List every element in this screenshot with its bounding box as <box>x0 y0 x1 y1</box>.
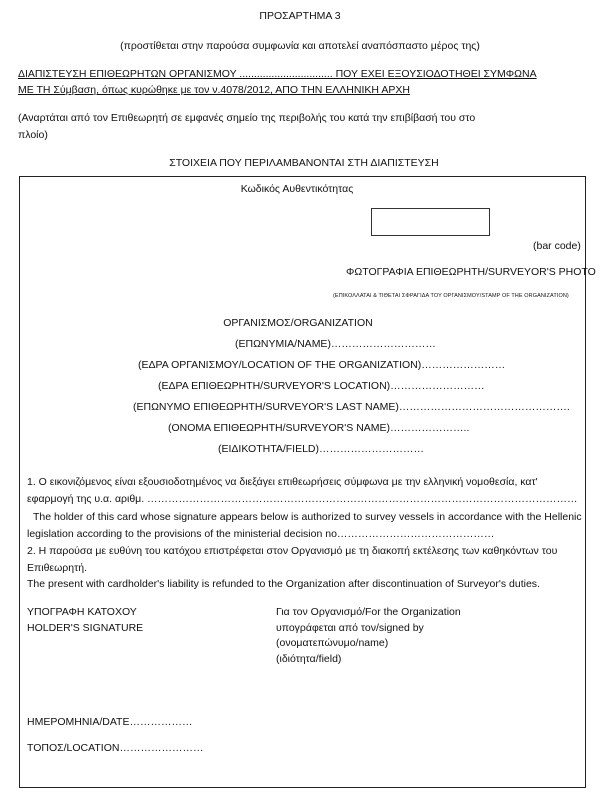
accreditation-heading-line2: ΜΕ ΤΗ Σύμβαση, όπως κυρώθηκε με τον ν.4078/2012, ΑΠΟ ΤΗΝ ΕΛΛΗΝΙΚΗ ΑΡΧΗ <box>18 84 410 96</box>
field-surveyor-name: (ΟΝΟΜΑ ΕΠΙΘΕΩΡΗΤΗ/SURVEYOR'S NAME)………………….. <box>168 422 470 434</box>
statement2-greek-line1: 2. Η παρούσα με ευθύνη του κατόχου επιστρέφεται στον Οργανισμό με τη διακοπή εκτέλεσης των καθηκόντων του <box>27 545 558 557</box>
section-title: ΣΤΟΙΧΕΙΑ ΠΟΥ ΠΕΡΙΛΑΜΒΑΝΟΝΤΑΙ ΣΤΗ ΔΙΑΠΙΣΤΕΥΣΗ <box>169 157 439 169</box>
authenticity-code-label: Κωδικός Αυθεντικότητας <box>240 183 354 195</box>
posting-note-line1: (Αναρτάται από τον Επιθεωρητή σε εμφανές σημείο της περιβολής του κατά την επιβίβασή του στο <box>18 112 476 124</box>
org-signature-line2: υπογράφεται από τον/signed by <box>276 622 424 634</box>
appendix-subtitle: (προστίθεται στην παρούσα συμφωνία και αποτελεί αναπόσπαστο μέρος της) <box>120 40 480 52</box>
organization-heading: ΟΡΓΑΝΙΣΜΟΣ/ORGANIZATION <box>223 317 373 329</box>
barcode-label: (bar code) <box>533 240 581 252</box>
accreditation-heading-line1: ΔΙΑΠΙΣΤΕΥΣΗ ΕΠΙΘΕΩΡΗΤΩΝ ΟΡΓΑΝΙΣΜΟΥ ................................ ΠΟΥ ΕΧΕΙ ΕΞΟΥΣΙΟΔΟΤΗΘΕΙ ΣΥΜΦΩΝΑ <box>18 68 537 80</box>
holder-signature-greek: ΥΠΟΓΡΑΦΗ ΚΑΤΟΧΟΥ <box>27 606 137 618</box>
org-signature-line1: Για τον Οργανισμό/For the Organization <box>276 606 461 618</box>
location-field: ΤΟΠΟΣ/LOCATION…………………… <box>27 742 204 754</box>
surveyor-photo-label: ΦΩΤΟΓΡΑΦΙΑ ΕΠΙΘΕΩΡΗΤΗ/SURVEYOR'S PHOTO <box>346 266 596 278</box>
holder-signature-english: HOLDER'S SIGNATURE <box>27 622 144 634</box>
field-name: (ΕΠΩΝΥΜΙΑ/NAME)………………………… <box>235 338 436 350</box>
statement2-greek-line2: Επιθεωρητή. <box>27 562 88 574</box>
statement1-greek-line2: εφαρμογή της υ.α. αριθμ. …………………………………………………………………………………………………………… <box>27 493 578 505</box>
statement1-greek-line1: 1. Ο εικονιζόμενος είναι εξουσιοδοτημένος να διεξάγει επιθεωρήσεις σύμφωνα με την ελληνική νομοθεσία, κατ' <box>27 476 538 488</box>
appendix-title: ΠΡΟΣΑΡΤΗΜΑ 3 <box>259 10 341 22</box>
statement2-english: The present with cardholder's liability is refunded to the Organization after discontinuation of Surveyor's duties. <box>27 578 540 590</box>
posting-note-line2: πλοίο) <box>18 129 48 141</box>
date-field: ΗΜΕΡΟΜΗΝΙΑ/DATE……………… <box>27 716 193 728</box>
field-surveyor-location: (ΕΔΡΑ ΕΠΙΘΕΩΡΗΤΗ/SURVEYOR'S LOCATION)……………………… <box>158 380 485 392</box>
statement1-english-line2: legislation according to the provisions of the ministerial decision no……………………………………… <box>27 528 495 540</box>
field-organization-location: (ΕΔΡΑ ΟΡΓΑΝΙΣΜΟΥ/LOCATION OF THE ORGANIZATION)…………………… <box>138 359 506 371</box>
field-specialty: (ΕΙΔΙΚΟΤΗΤΑ/FIELD)………………………… <box>218 443 425 455</box>
photo-stamp-note: (ΕΠΙΚΟΛΛΑΤΑΙ & ΤΙΘΕΤΑΙ ΣΦΡΑΓΙΔΑ ΤΟΥ ΟΡΓΑΝΙΣΜΟΥ/STAMP OF THE ORGANIZATION) <box>333 293 569 299</box>
org-signature-line3: (ονοματεπώνυμο/name) <box>276 637 389 649</box>
statement1-english-line1: The holder of this card whose signature appears below is authorized to survey vessels in accordance with the Hellenic <box>33 511 582 523</box>
barcode-box <box>371 208 490 236</box>
field-surveyor-last-name: (ΕΠΩΝΥΜΟ ΕΠΙΘΕΩΡΗΤΗ/SURVEYOR'S LAST NAME)…………………………………………. <box>133 401 570 413</box>
org-signature-line4: (ιδιότητα/field) <box>276 653 342 665</box>
